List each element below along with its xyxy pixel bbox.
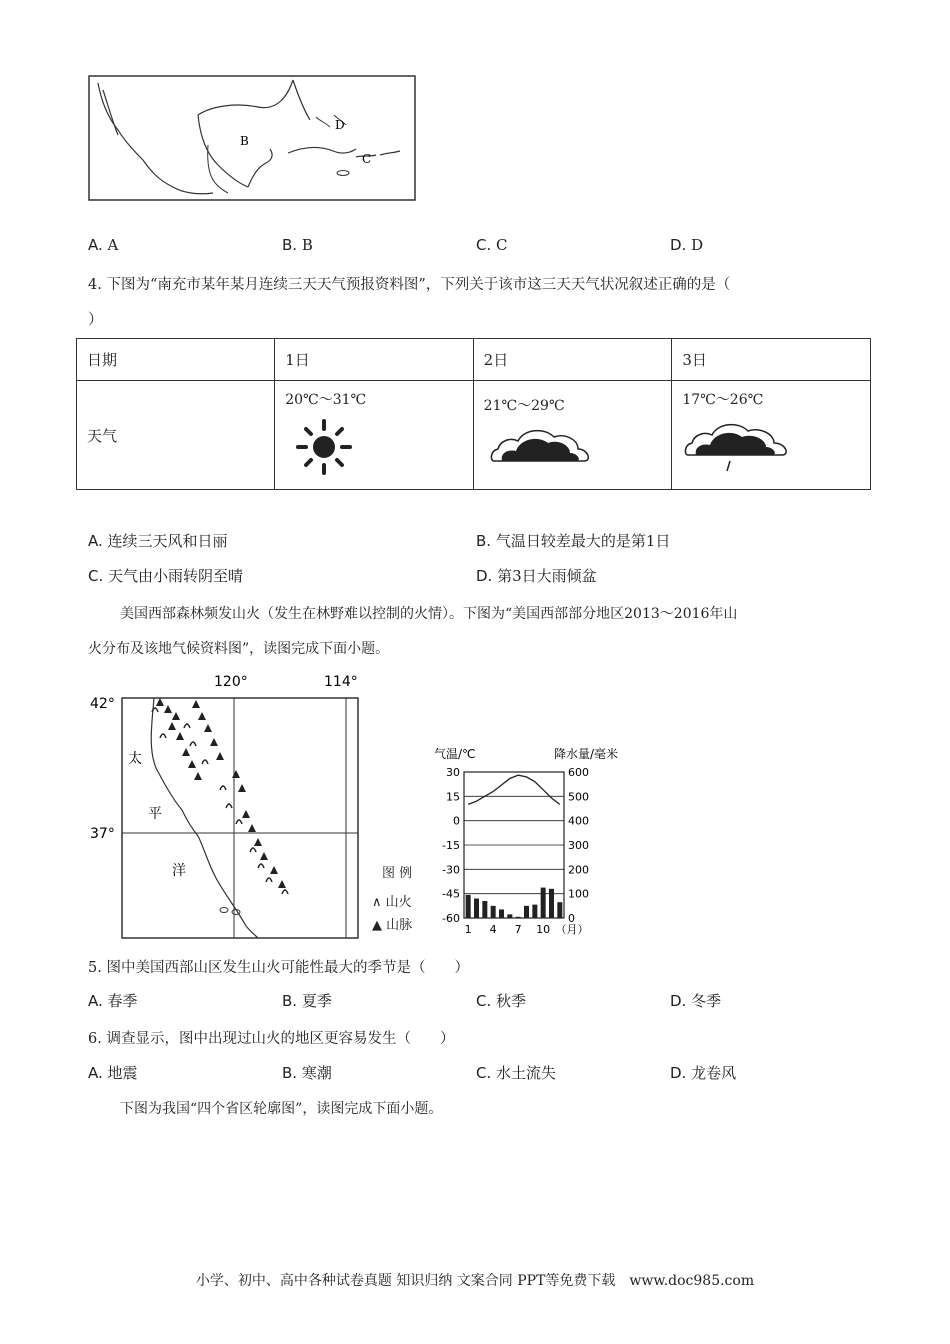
q5-option-a[interactable]: A. 春季: [88, 992, 138, 1010]
q6-stem: 6. 调查显示，图中出现过山火的地区更容易发生（ ）: [88, 1031, 455, 1047]
ocean-char-tai: 太: [128, 751, 142, 767]
mountain-icon: ▲: [372, 918, 382, 933]
q4-option-b[interactable]: B. 气温日较差最大的是第1日: [476, 532, 671, 550]
y-left-tick: -30: [442, 863, 460, 877]
q3-option-a[interactable]: A. A: [88, 236, 119, 254]
lat-label-37: 37°: [90, 826, 115, 842]
precipitation-bar: [532, 905, 537, 918]
y-left-tick: -60: [442, 912, 460, 925]
y-right-tick: 400: [568, 814, 589, 828]
overcast-cloud-icon: [488, 419, 598, 469]
weather-table: [76, 338, 871, 490]
cloud-light-rain-icon: [682, 413, 802, 475]
lon-label-120: 120°: [214, 674, 248, 690]
legend-item-mountain: ▲ 山脉: [372, 918, 413, 933]
x-tick: 1: [464, 923, 472, 936]
day2-weather-cell: [473, 381, 672, 490]
day1-temp: 20℃～31℃: [285, 392, 367, 408]
q3-option-d[interactable]: D. D: [670, 236, 704, 254]
y-right-tick: 100: [568, 887, 589, 901]
x-unit: （月）: [555, 923, 589, 936]
day1-weather-cell: [275, 381, 473, 490]
sun-icon: [289, 417, 359, 477]
precipitation-bar: [524, 906, 529, 918]
q3-option-b[interactable]: B. B: [282, 236, 313, 254]
q6-option-b[interactable]: B. 寒潮: [282, 1064, 332, 1082]
q4-stem-close: ）: [88, 310, 104, 328]
y-left-axis-label: 气温/℃: [434, 747, 476, 761]
precipitation-bar: [466, 895, 471, 918]
map-label-c: C: [362, 152, 372, 166]
y-right-tick: 200: [568, 863, 589, 877]
precipitation-bar: [474, 899, 479, 918]
lon-label-114: 114°: [324, 674, 358, 690]
y-left-tick: 0: [453, 814, 460, 828]
precipitation-bar: [557, 902, 562, 918]
map-label-b: B: [240, 134, 249, 148]
precipitation-bar: [491, 906, 496, 918]
legend-title: 图 例: [382, 866, 413, 881]
row-label: 天气: [77, 381, 275, 490]
temperature-line: [468, 775, 560, 804]
y-right-tick: 0: [568, 912, 575, 925]
q5-option-d[interactable]: D. 冬季: [670, 992, 722, 1010]
table-header: 1日: [275, 339, 473, 381]
day3-temp: 17℃～26℃: [682, 392, 764, 408]
q6-option-a[interactable]: A. 地震: [88, 1064, 138, 1082]
page-footer: 小学、初中、高中各种试卷真题 知识归纳 文案合同 PPT等免费下载 www.doc985.com: [195, 1273, 755, 1289]
table-header: 日期: [77, 339, 275, 381]
q4-option-c[interactable]: C. 天气由小雨转阴至晴: [88, 567, 244, 585]
ocean-char-ping: 平: [148, 806, 162, 822]
day3-weather-cell: [672, 381, 871, 490]
precipitation-bar: [482, 901, 487, 918]
precipitation-bar: [516, 917, 521, 918]
q6-option-c[interactable]: C. 水土流失: [476, 1064, 557, 1082]
y-right-tick: 600: [568, 766, 589, 779]
q3-option-c[interactable]: C. C: [476, 236, 508, 254]
y-left-tick: 30: [446, 766, 460, 779]
map-label-d: D: [335, 118, 345, 132]
y-right-tick: 500: [568, 790, 589, 804]
y-left-tick: -45: [442, 887, 460, 901]
y-right-tick: 300: [568, 839, 589, 852]
x-tick: 4: [489, 923, 497, 936]
lat-label-42: 42°: [90, 696, 115, 712]
climate-chart: [430, 742, 630, 942]
table-header: 2日: [473, 339, 672, 381]
map-legend: [372, 862, 432, 933]
day2-temp: 21℃～29℃: [483, 398, 565, 414]
wildfire-icon: ∧: [372, 895, 382, 910]
precipitation-bar: [507, 914, 512, 918]
y-left-tick: -15: [442, 839, 460, 852]
q4-option-d[interactable]: D. 第3日大雨倾盆: [476, 567, 597, 585]
q5-stem: 5. 图中美国西部山区发生山火可能性最大的季节是（ ）: [88, 960, 469, 976]
wildfire-intro: 美国西部森林频发山火（发生在林野难以控制的火情）。下图为“美国西部部分地区2013～2016年山: [120, 606, 738, 622]
x-tick: 7: [514, 923, 522, 936]
y-right-axis-label: 降水量/毫米: [554, 747, 619, 761]
provinces-intro: 下图为我国“四个省区轮廓图”，读图完成下面小题。: [120, 1101, 443, 1117]
precipitation-bar: [549, 889, 554, 918]
q4-stem: 4. 下图为“南充市某年某月连续三天天气预报资料图”，下列关于该市这三天天气状况叙述正确的是（: [88, 277, 731, 293]
wildfire-intro-cont: 火分布及该地气候资料图”，读图完成下面小题。: [88, 641, 390, 657]
y-left-tick: 15: [446, 790, 460, 804]
x-tick: 10: [536, 923, 551, 936]
precipitation-bar: [541, 888, 546, 918]
q4-option-a[interactable]: A. 连续三天风和日丽: [88, 532, 228, 550]
q5-option-b[interactable]: B. 夏季: [282, 992, 332, 1010]
ocean-char-yang: 洋: [172, 863, 186, 879]
q6-option-d[interactable]: D. 龙卷风: [670, 1064, 737, 1082]
table-header: 3日: [672, 339, 871, 381]
q5-option-c[interactable]: C. 秋季: [476, 992, 527, 1010]
legend-item-wildfire: ∧ 山火: [372, 895, 412, 910]
caribbean-map: [88, 75, 416, 201]
precipitation-bar: [499, 909, 504, 918]
